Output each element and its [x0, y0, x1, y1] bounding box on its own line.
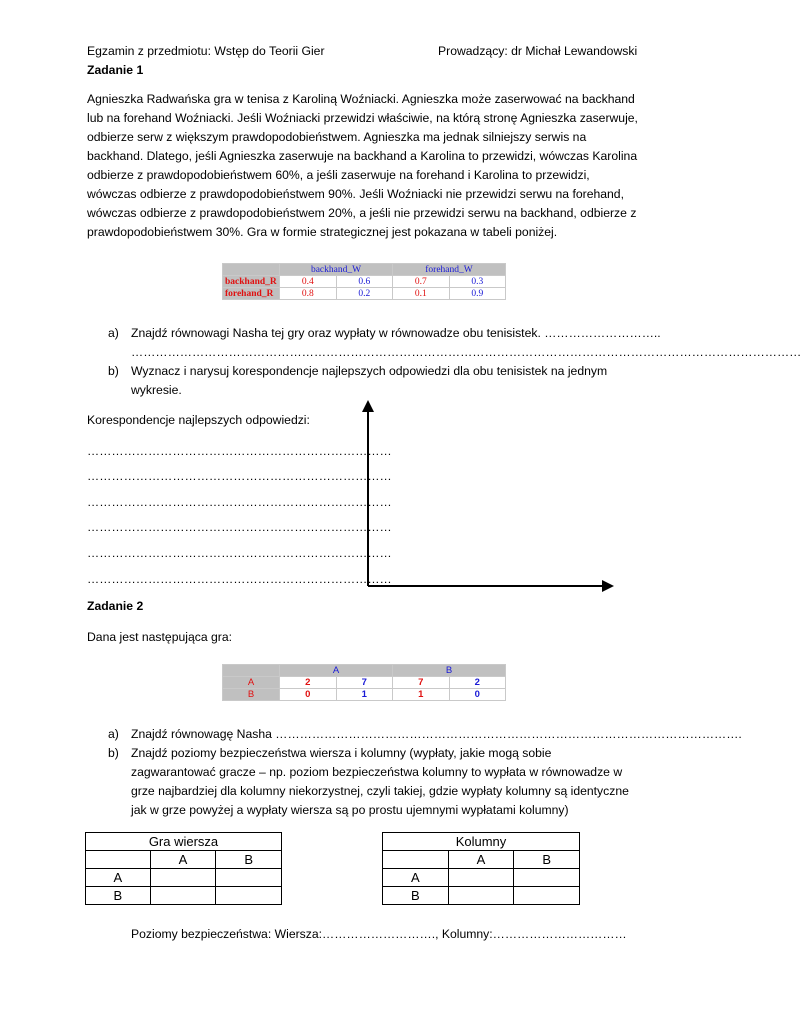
task1-line: lub na forehand Woźniacki. Jeśli Woźniacki przewidzi właściwie, na którą stronę Agnieszka zaserwuje,: [87, 111, 638, 125]
frame-input-cell[interactable]: [448, 887, 514, 905]
question-a-text: Znajdź równowagę Nasha …………………………………………………………………………………………………….: [131, 727, 742, 741]
answer-line[interactable]: …………………………………………………………………: [87, 495, 392, 509]
payoff-col: 0.6: [336, 276, 393, 288]
question-b-text: jak w grze powyżej a wypłaty wiersza są po prostu ujemnymi wypłatami kolumny): [131, 803, 569, 817]
frame-input-cell[interactable]: [514, 869, 580, 887]
frame-row-header: A: [383, 869, 449, 887]
frame-input-cell[interactable]: [448, 869, 514, 887]
frame-input-cell[interactable]: [514, 887, 580, 905]
row-header: forehand_R: [223, 288, 280, 300]
payoff-col: 0: [449, 689, 506, 701]
frame-col-header: B: [216, 851, 282, 869]
question-b-text: Znajdź poziomy bezpieczeństwa wiersza i kolumny (wypłaty, jakie mogą sobie: [131, 746, 552, 760]
frame-input-cell[interactable]: [216, 887, 282, 905]
frame-title: Kolumny: [383, 833, 580, 851]
task1-line: prawdopodobieństwem 30%. Gra w formie strategicznej jest pokazana w tabeli poniżej.: [87, 225, 558, 239]
task1-title: Zadanie 1: [87, 63, 144, 77]
col-header: B: [393, 665, 506, 677]
task2-intro: Dana jest następująca gra:: [87, 630, 232, 644]
question-b-text: zagwarantować gracze – np. poziom bezpieczeństwa kolumny to wypłata w równowadze w: [131, 765, 623, 779]
row-header: B: [223, 689, 280, 701]
payoff-col: 1: [336, 689, 393, 701]
payoff-row: 2: [280, 677, 337, 689]
payoff-row: 0.8: [280, 288, 337, 300]
frame-col-header: A: [150, 851, 216, 869]
frame-col-header: B: [514, 851, 580, 869]
question-a-text: Znajdź równowagi Nasha tej gry oraz wypłaty w równowadze obu tenisistek. ………………………..: [131, 326, 661, 340]
exam-title: Egzamin z przedmiotu: Wstęp do Teorii Gier: [87, 44, 325, 58]
col-header: forehand_W: [393, 264, 506, 276]
corner-cell: [223, 264, 280, 276]
frame-title: Gra wiersza: [86, 833, 282, 851]
row-game-frame: [85, 832, 282, 905]
payoff-col: 0.2: [336, 288, 393, 300]
best-response-axes[interactable]: [360, 398, 620, 598]
payoff-row: 0.1: [393, 288, 450, 300]
frame-input-cell[interactable]: [216, 869, 282, 887]
payoff-col: 7: [336, 677, 393, 689]
frame-row-header: B: [383, 887, 449, 905]
answer-dots[interactable]: …………………………………………………………………………………………………………………………………………………: [131, 345, 801, 359]
column-game-frame: [382, 832, 580, 905]
payoff-col: 0.3: [449, 276, 506, 288]
frame-col-header: A: [448, 851, 514, 869]
task1-line: wówczas odbierze z prawdopodobieństwem 20%, a jeśli nie przewidzi serwu na backhand, odbierze z: [87, 206, 637, 220]
frame-row-header: B: [86, 887, 151, 905]
frame-row-header: A: [86, 869, 151, 887]
col-header: backhand_W: [280, 264, 393, 276]
answer-line[interactable]: …………………………………………………………………: [87, 546, 392, 560]
frame-corner: [86, 851, 151, 869]
question-a-label: a): [108, 326, 119, 340]
row-header: backhand_R: [223, 276, 280, 288]
task2-title: Zadanie 2: [87, 599, 144, 613]
task1-line: wówczas odbierze z prawdopodobieństwem 90%. Jeśli Woźniacki nie przewidzi serwu na forehand,: [87, 187, 624, 201]
task1-line: backhand. Dlatego, jeśli Agnieszka zaserwuje na backhand a Karolina to przewidzi, wówczas Karolina: [87, 149, 638, 163]
task1-description: [87, 90, 647, 242]
question-b-text: grze najbardziej dla kolumny niekorzystnej, czyli takiej, gdzie wypłaty kolumny są identyczne: [131, 784, 629, 798]
frame-input-cell[interactable]: [150, 869, 216, 887]
payoff-col: 0.9: [449, 288, 506, 300]
frame-input-cell[interactable]: [150, 887, 216, 905]
payoff-row: 7: [393, 677, 450, 689]
answer-line[interactable]: …………………………………………………………………: [87, 469, 392, 483]
task1-line: odbierze z prawdopodobieństwem 60%, a jeśli zaserwuje na forehand i Karolina to przewidzi,: [87, 168, 590, 182]
task1-line: Agnieszka Radwańska gra w tenisa z Karoliną Woźniacki. Agnieszka może zaserwować na backhand: [87, 92, 635, 106]
payoff-row: 0.7: [393, 276, 450, 288]
corner-cell: [223, 665, 280, 677]
payoff-row: 0.4: [280, 276, 337, 288]
x-axis-arrow-icon: [602, 580, 614, 592]
question-b-label: b): [108, 746, 119, 760]
lecturer: Prowadzący: dr Michał Lewandowski: [438, 44, 638, 58]
task2-payoff-table: [222, 664, 506, 701]
payoff-row: 0: [280, 689, 337, 701]
question-b-text: Wyznacz i narysuj korespondencje najlepszych odpowiedzi dla obu tenisistek na jednym: [131, 364, 608, 378]
col-header: A: [280, 665, 393, 677]
question-b-text: wykresie.: [131, 383, 182, 397]
question-a-label: a): [108, 727, 119, 741]
answer-line[interactable]: …………………………………………………………………: [87, 520, 392, 534]
answer-line[interactable]: …………………………………………………………………: [87, 444, 392, 458]
task1-line: odbierze serw z większym prawdopodobieństwem. Agnieszka ma jednak silniejszy serwis na: [87, 130, 587, 144]
frame-corner: [383, 851, 449, 869]
question-b-label: b): [108, 364, 119, 378]
security-levels-line[interactable]: Poziomy bezpieczeństwa: Wiersza:………………………., Kolumny:……………………………: [131, 927, 627, 941]
task1-payoff-table: [222, 263, 506, 300]
best-response-title: Korespondencje najlepszych odpowiedzi:: [87, 413, 310, 427]
row-header: A: [223, 677, 280, 689]
payoff-col: 2: [449, 677, 506, 689]
y-axis-arrow-icon: [362, 400, 374, 412]
payoff-row: 1: [393, 689, 450, 701]
answer-line[interactable]: …………………………………………………………………: [87, 572, 392, 586]
